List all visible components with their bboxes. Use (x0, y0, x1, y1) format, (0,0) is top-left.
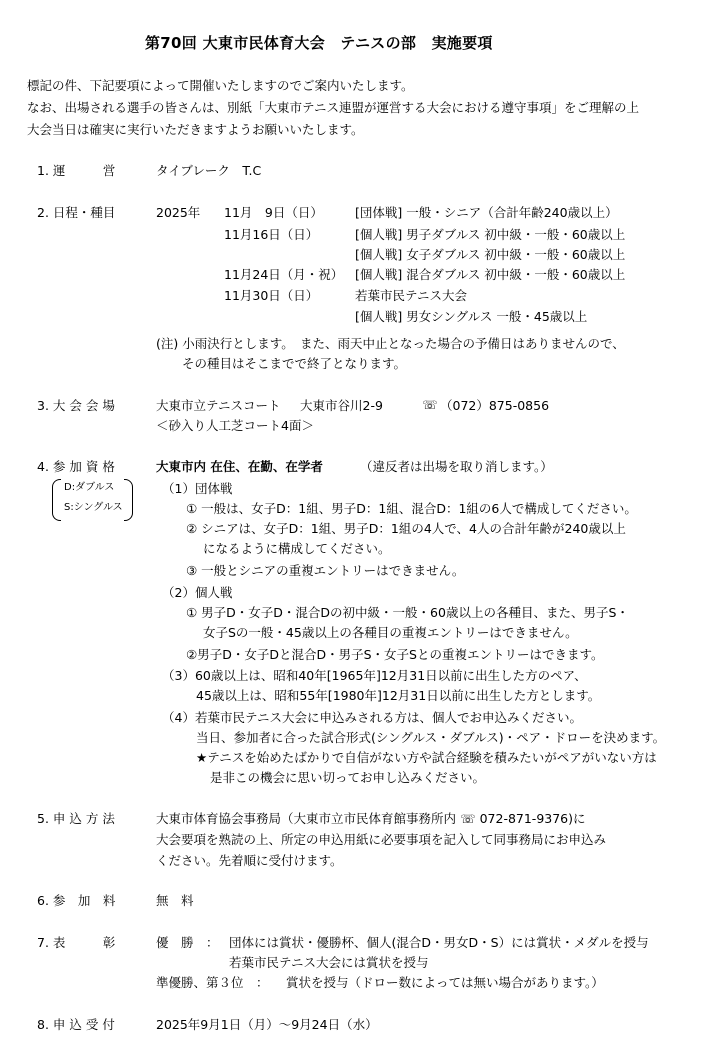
schedule-date: 11月30日（日） (224, 288, 319, 303)
schedule-date: 11月 9日（日） (224, 205, 323, 220)
eligibility-line: ★テニスを始めたばかりで自信がない方や試合経験を積みたいがペアがいない方は (196, 750, 657, 765)
runner-up-label: 準優勝、第３位 ： (156, 975, 269, 990)
application-line: 大東市体育協会事務局（大東市立市民体育館事務所内 ☏ 072-871-9376)に (156, 811, 586, 826)
winner-label: 優 勝 ： (156, 935, 219, 950)
eligibility-note: （違反者は出場を取り消します。） (360, 459, 553, 474)
legend-brace-right (124, 479, 133, 521)
section-1-label: 1. 運 営 (37, 163, 116, 178)
schedule-date: 11月24日（月・祝） (224, 267, 344, 282)
eligibility-line: ① 男子D・女子D・混合Dの初中級・一般・60歳以上の各種目、また、男子S・ (186, 605, 629, 620)
intro-line: なお、出場される選手の皆さんは、別紙「大東市テニス連盟が運営する大会における遵守事項」をご理解の上 (27, 100, 640, 115)
schedule-event: [個人戦] 男女シングルス 一般・45歳以上 (355, 309, 588, 324)
organizer-value: タイブレーク T.C (156, 163, 262, 178)
schedule-event: [個人戦] 男子ダブルス 初中級・一般・60歳以上 (355, 227, 626, 242)
section-7-label: 7. 表 彰 (37, 935, 116, 950)
schedule-note: (注) 小雨決行とします。 また、雨天中止となった場合の予備日はありませんので、 (156, 336, 625, 351)
application-line: ください。先着順に受付けます。 (156, 853, 343, 868)
application-line: 大会要項を熟読の上、所定の申込用紙に必要事項を記入して同事務局にお申込み (156, 832, 607, 847)
intro-line: 大会当日は確実に実行いただきますようお願いいたします。 (27, 122, 364, 137)
schedule-date: 11月16日（日） (224, 227, 319, 242)
schedule-event: 若葉市民テニス大会 (355, 288, 468, 303)
section-8-label: 8. 申 込 受 付 (37, 1017, 115, 1032)
section-2-label: 2. 日程・種目 (37, 205, 116, 220)
schedule-event: [個人戦] 女子ダブルス 初中級・一般・60歳以上 (355, 247, 626, 262)
schedule-year: 2025年 (156, 205, 201, 220)
eligibility-line: （2）個人戦 (162, 585, 233, 600)
eligibility-line: ②男子D・女子Dと混合D・男子S・女子Sとの重複エントリーはできます。 (186, 647, 604, 662)
venue-court: ＜砂入り人工芝コート4面＞ (156, 418, 314, 433)
legend-doubles: D:ダブルス (64, 482, 115, 493)
eligibility-line: になるように構成してください。 (203, 541, 391, 556)
schedule-event: [団体戦] 一般・シニア（合計年齢240歳以上） (355, 205, 618, 220)
eligibility-line: （3）60歳以上は、昭和40年[1965年]12月31日以前に出生した方のペア、 (162, 668, 587, 683)
eligibility-line: 当日、参加者に合った試合形式(シングルス・ダブルス)・ペア・ドローを決めます。 (196, 730, 666, 745)
eligibility-line: （4）若葉市民テニス大会に申込みされる方は、個人でお申込みください。 (162, 710, 582, 725)
schedule-note: その種目はそこまでで終了となります。 (182, 356, 407, 371)
eligibility-head: 大東市内 在住、在勤、在学者 (156, 459, 323, 474)
eligibility-line: 女子Sの一般・45歳以上の各種目の重複エントリーはできません。 (203, 625, 578, 640)
phone-icon: ☏ (422, 397, 438, 412)
application-period: 2025年9月1日（月）～9月24日（水） (156, 1017, 378, 1032)
eligibility-line: （1）団体戦 (162, 481, 233, 496)
page-title: 第70回 大東市民体育大会 テニスの部 実施要項 (145, 34, 493, 52)
legend-singles: S:シングルス (64, 502, 123, 513)
schedule-event: [個人戦] 混合ダブルス 初中級・一般・60歳以上 (355, 267, 626, 282)
venue-address: 大東市谷川2-9 (300, 398, 383, 413)
eligibility-line: 45歳以上は、昭和55年[1980年]12月31日以前に出生した方とします。 (196, 688, 601, 703)
eligibility-line: ③ 一般とシニアの重複エントリーはできません。 (186, 563, 465, 578)
fee-value: 無 料 (156, 893, 194, 908)
venue-phone: （072）875-0856 (440, 398, 550, 413)
eligibility-line: 是非この機会に思い切ってお申し込みください。 (210, 770, 486, 785)
section-3-label: 3. 大 会 会 場 (37, 398, 115, 413)
legend-brace-left (52, 479, 61, 521)
winner-award: 若葉市民テニス大会には賞状を授与 (229, 955, 429, 970)
section-4-label: 4. 参 加 資 格 (37, 459, 115, 474)
runner-up-award: 賞状を授与（ドロー数によっては無い場合があります。） (286, 975, 604, 990)
eligibility-line: ② シニアは、女子D：1組、男子D：1組の4人で、4人の合計年齢が240歳以上 (186, 521, 626, 536)
eligibility-line: ① 一般は、女子D：1組、男子D：1組、混合D：1組の6人で構成してください。 (186, 501, 637, 516)
intro-line: 標記の件、下記要項によって開催いたしますのでご案内いたします。 (27, 78, 414, 93)
section-5-label: 5. 申 込 方 法 (37, 811, 115, 826)
venue-name: 大東市立テニスコート (156, 398, 281, 413)
winner-award: 団体には賞状・優勝杯、個人(混合D・男女D・S）には賞状・メダルを授与 (229, 935, 649, 950)
section-6-label: 6. 参 加 料 (37, 893, 116, 908)
